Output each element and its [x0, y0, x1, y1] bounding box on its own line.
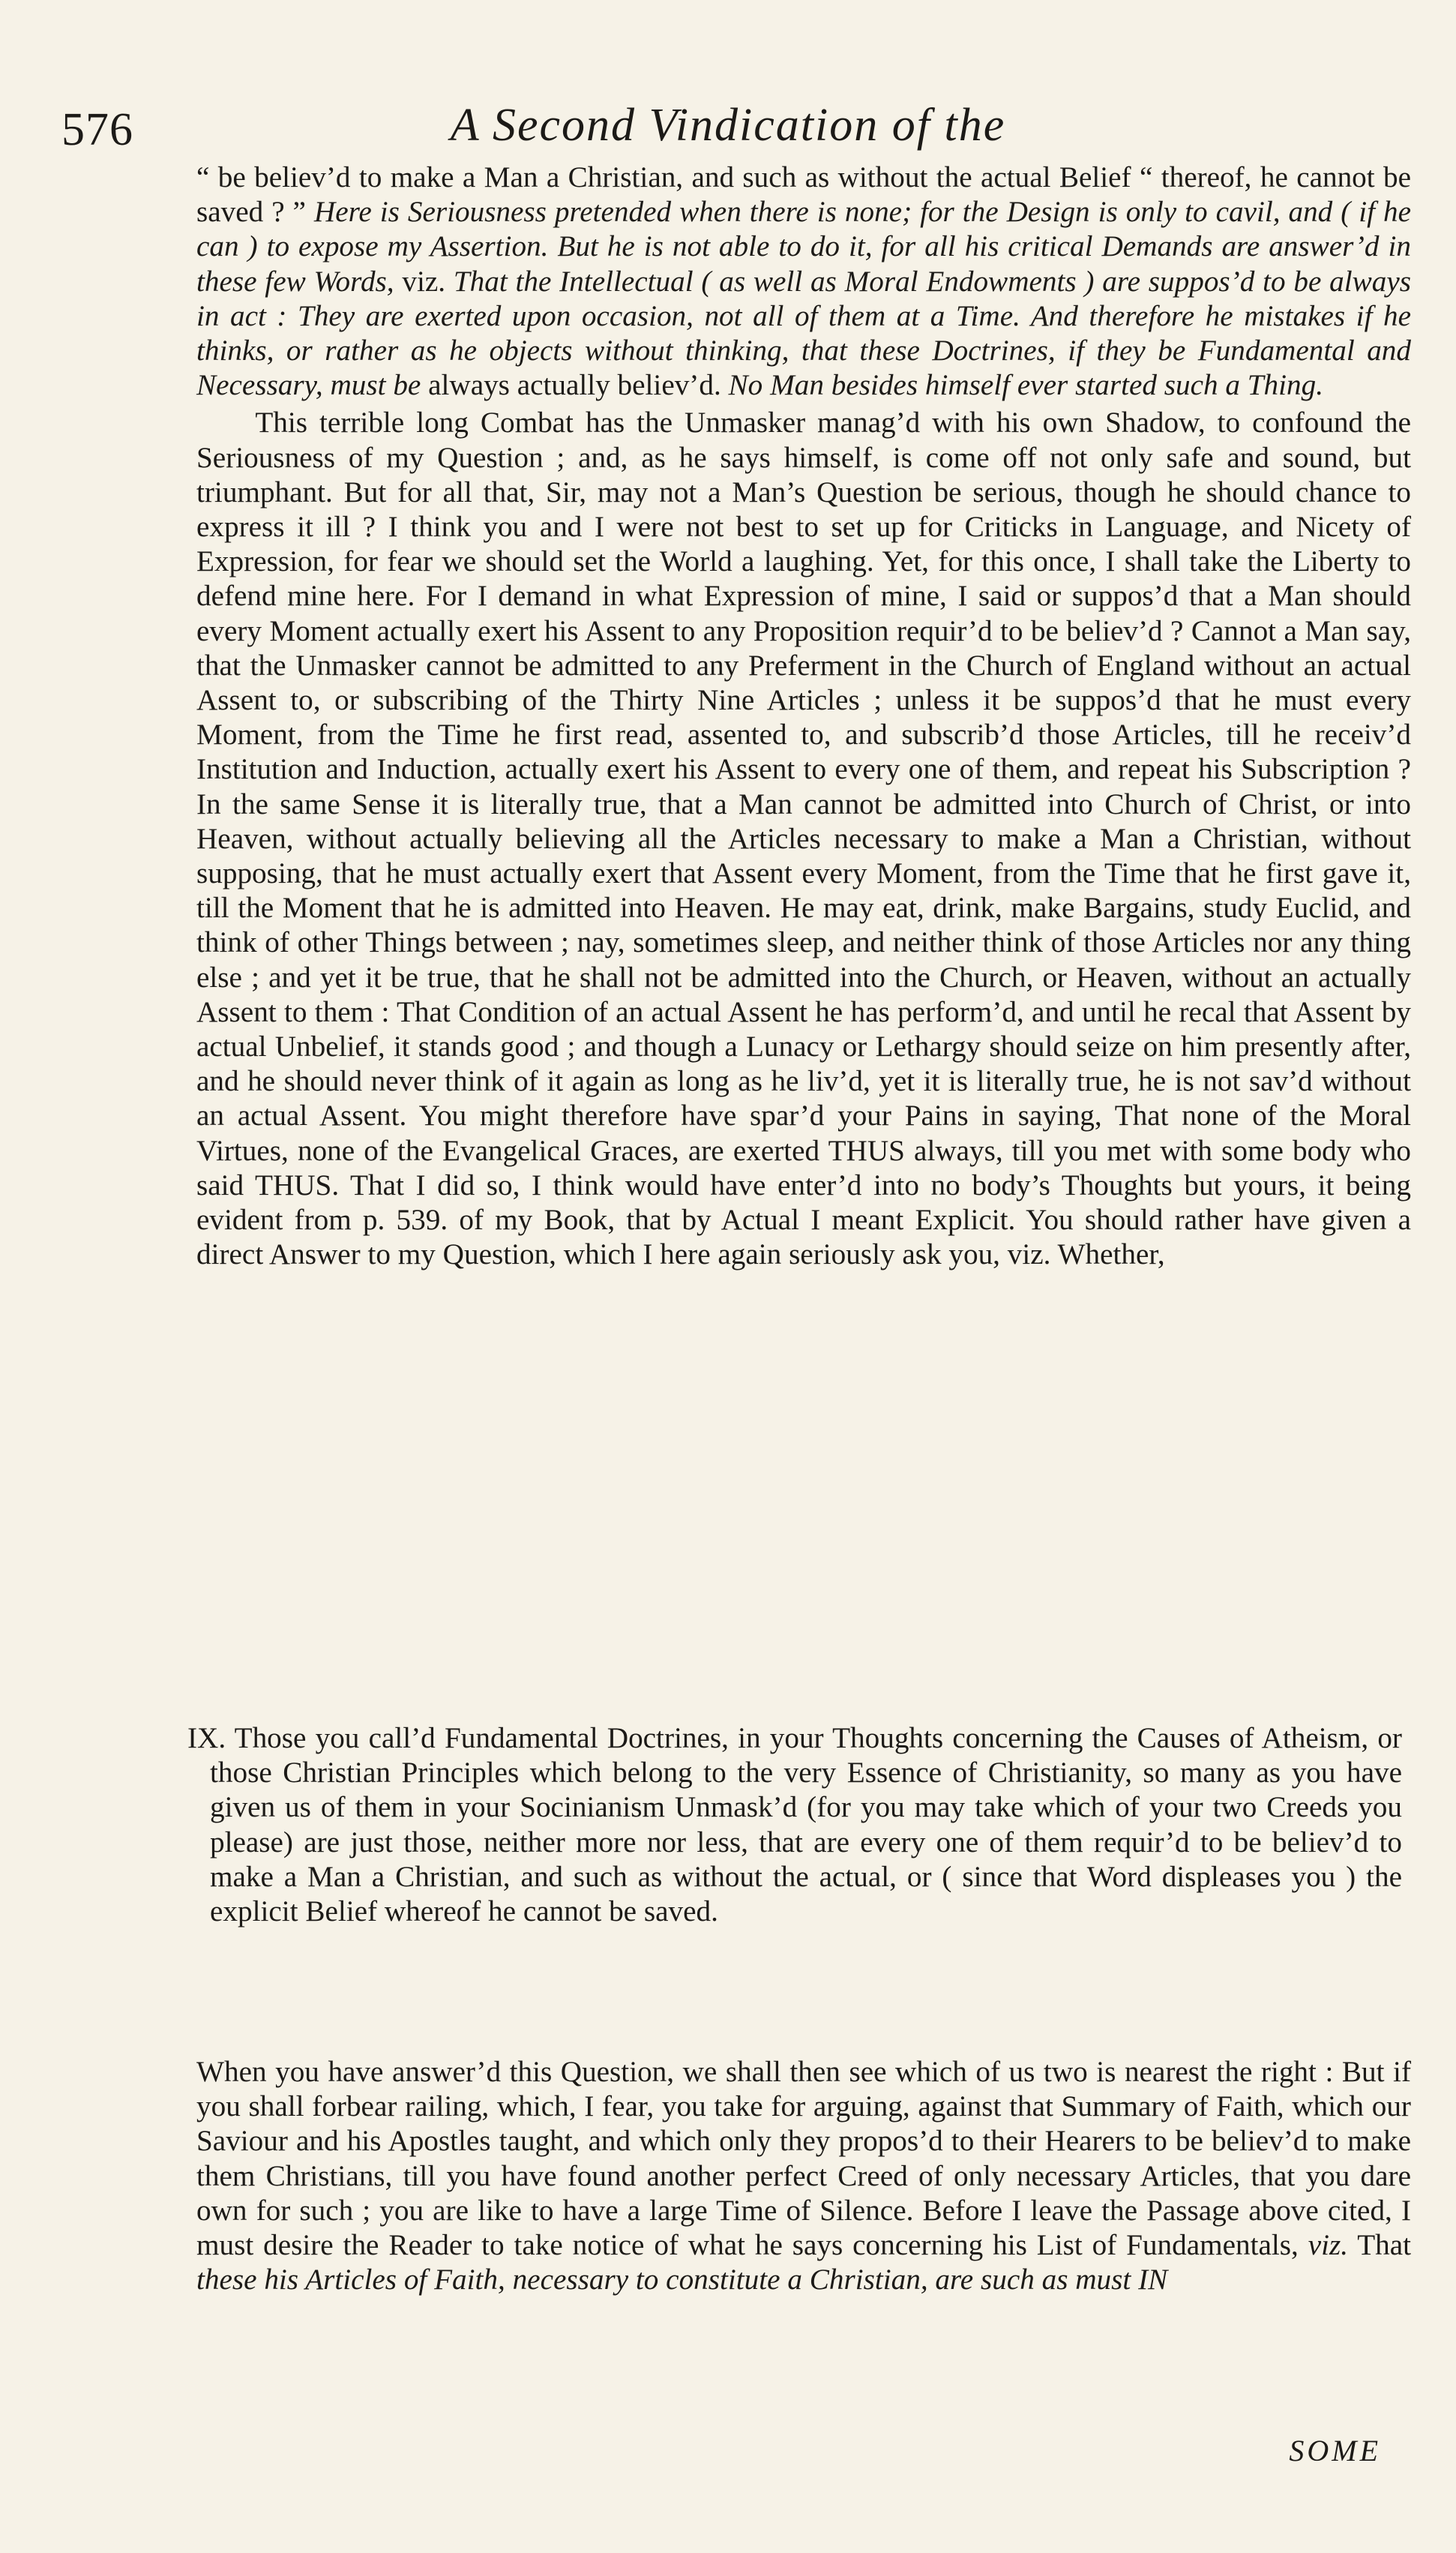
- closing-paragraph: [196, 2055, 1411, 2297]
- main-text: [196, 160, 1411, 1273]
- closing-that: That: [1348, 2229, 1412, 2262]
- closing-text: [196, 2055, 1411, 2297]
- paragraph-combat: [196, 406, 1411, 1272]
- question-number: IX.: [187, 1722, 226, 1754]
- running-head: A Second Vindication of the: [450, 100, 1006, 151]
- closing-text-a: When you have answer’d this Question, we shall then see which of us two is nearest the right : But if you shall forbear railing, which, I fear, you take for arguing, against that Summary of Faith, which our Saviour and his Apostles taught, and which only they propos’d to their Hearers to be believ’d to make them Christians, till you have found another perfect Creed of only necessary Articles, that you dare own for such ; you are like to have a large Time of Silence. Before I leave the Passage above cited, I must desire the Reader to take notice of what he says concerning his List of Fundamentals,: [196, 2056, 1411, 2262]
- question-text: Those you call’d Fundamental Doctrines, in your Thoughts concerning the Causes of Atheism, or those Christian Principles which belong to the very Essence of Christianity, so many as you have given us of them in your Socinianism Unmask’d (for you may take which of your two Creeds you please) are just those, neither more nor less, that are every one of them requir’d to be believ’d to make a Man a Christian, and such as without the actual, or ( since that Word displeases you ) the explicit Belief whereof he cannot be saved.: [210, 1722, 1402, 1928]
- closing-viz: viz.: [1308, 2229, 1349, 2262]
- viz-text: viz.: [394, 265, 454, 298]
- catchword: SOME: [1289, 2434, 1381, 2468]
- italic-passage-2: That the Intellectual ( as well as Moral Endowments ) are suppos’d to be always in act : They are exerted upon occasion, not all of them at a Time. And therefore he mistakes if he thinks, or rather as he objects without thinking, that these Doctrines, if they be Fundamental and Necessary, must be: [196, 265, 1412, 402]
- italic-passage-1: Here is Seriousness pretended when there is none; for the Design is only to cavil, and ( if he can ) to expose my Assertion. But he is not able to do it, for all his critical Demands are answer’d in these few Words,: [196, 196, 1411, 298]
- closing-italic-quote: these his Articles of Faith, necessary to constitute a Christian, are such as must IN: [196, 2264, 1168, 2296]
- italic-passage-3: No Man besides himself ever started such a Thing.: [728, 369, 1324, 402]
- paragraph-combat-text: This terrible long Combat has the Unmasker manag’d with his own Shadow, to confound the Seriousness of my Question ; and, as he says himself, is come off not only safe and sound, but triumphant. But for all that, Sir, may not a Man’s Question be serious, though he should chance to express it ill ? I think you and I were not best to set up for Criticks in Language, and Nicety of Expression, for fear we should set the World a laughing. Yet, for this once, I shall take the Liberty to defend mine here. For I demand in what Expression of mine, I said or suppos’d that a Man should every Moment actually exert his Assent to any Proposition requir’d to be believ’d ? Cannot a Man say, that the Unmasker cannot be admitted to any Preferment in the Church of England without an actual Assent to, or subscribing of the Thirty Nine Articles ; unless it be suppos’d that he must every Moment, from the Time he first read, assented to, and subscrib’d those Articles, till he receiv’d Institution and Induction, actually exert his Assent to every one of them, and repeat his Subscription ? In the same Sense it is literally true, that a Man cannot be admitted into Church of Christ, or into Heaven, without actually believing all the Articles necessary to make a Man a Christian, without supposing, that he must actually exert that Assent every Moment, from the Time that he first gave it, till the Moment that he is admitted into Heaven. He may eat, drink, make Bargains, study Euclid, and think of other Things between ; nay, sometimes sleep, and neither think of those Articles nor any thing else ; and yet it be true, that he shall not be admitted into the Church, or Heaven, without an actually Assent to them : That Condition of an actual Assent he has perform’d, and until he recal that Assent by actual Unbelief, it stands good ; and though a Lunacy or Lethargy should seize on him presently after, and he should never think of it again as long as he liv’d, yet it is literally true, he is not sav’d without an actual Assent. You might therefore have spar’d your Pains in saying, That none of the Moral Virtues, none of the Evangelical Graces, are exerted THUS always, till you met with some body who said THUS. That I did so, I think would have enter’d into no body’s Thoughts but yours, it being evident from p. 539. of my Book, that by Actual I meant Explicit. You should rather have given a direct Answer to my Question, which I here again seriously ask you, viz. Whether,: [196, 406, 1411, 1271]
- quote-text: “ be believ’d to make a Man a Christian, and such as without the actual Belief “ thereof, he cannot be saved ? ”: [196, 161, 1411, 229]
- page-number: 576: [61, 104, 133, 155]
- question-ix: [187, 1721, 1402, 1929]
- paragraph-quote-continuation: [196, 160, 1411, 403]
- roman-insert: always actually believ’d.: [421, 369, 729, 402]
